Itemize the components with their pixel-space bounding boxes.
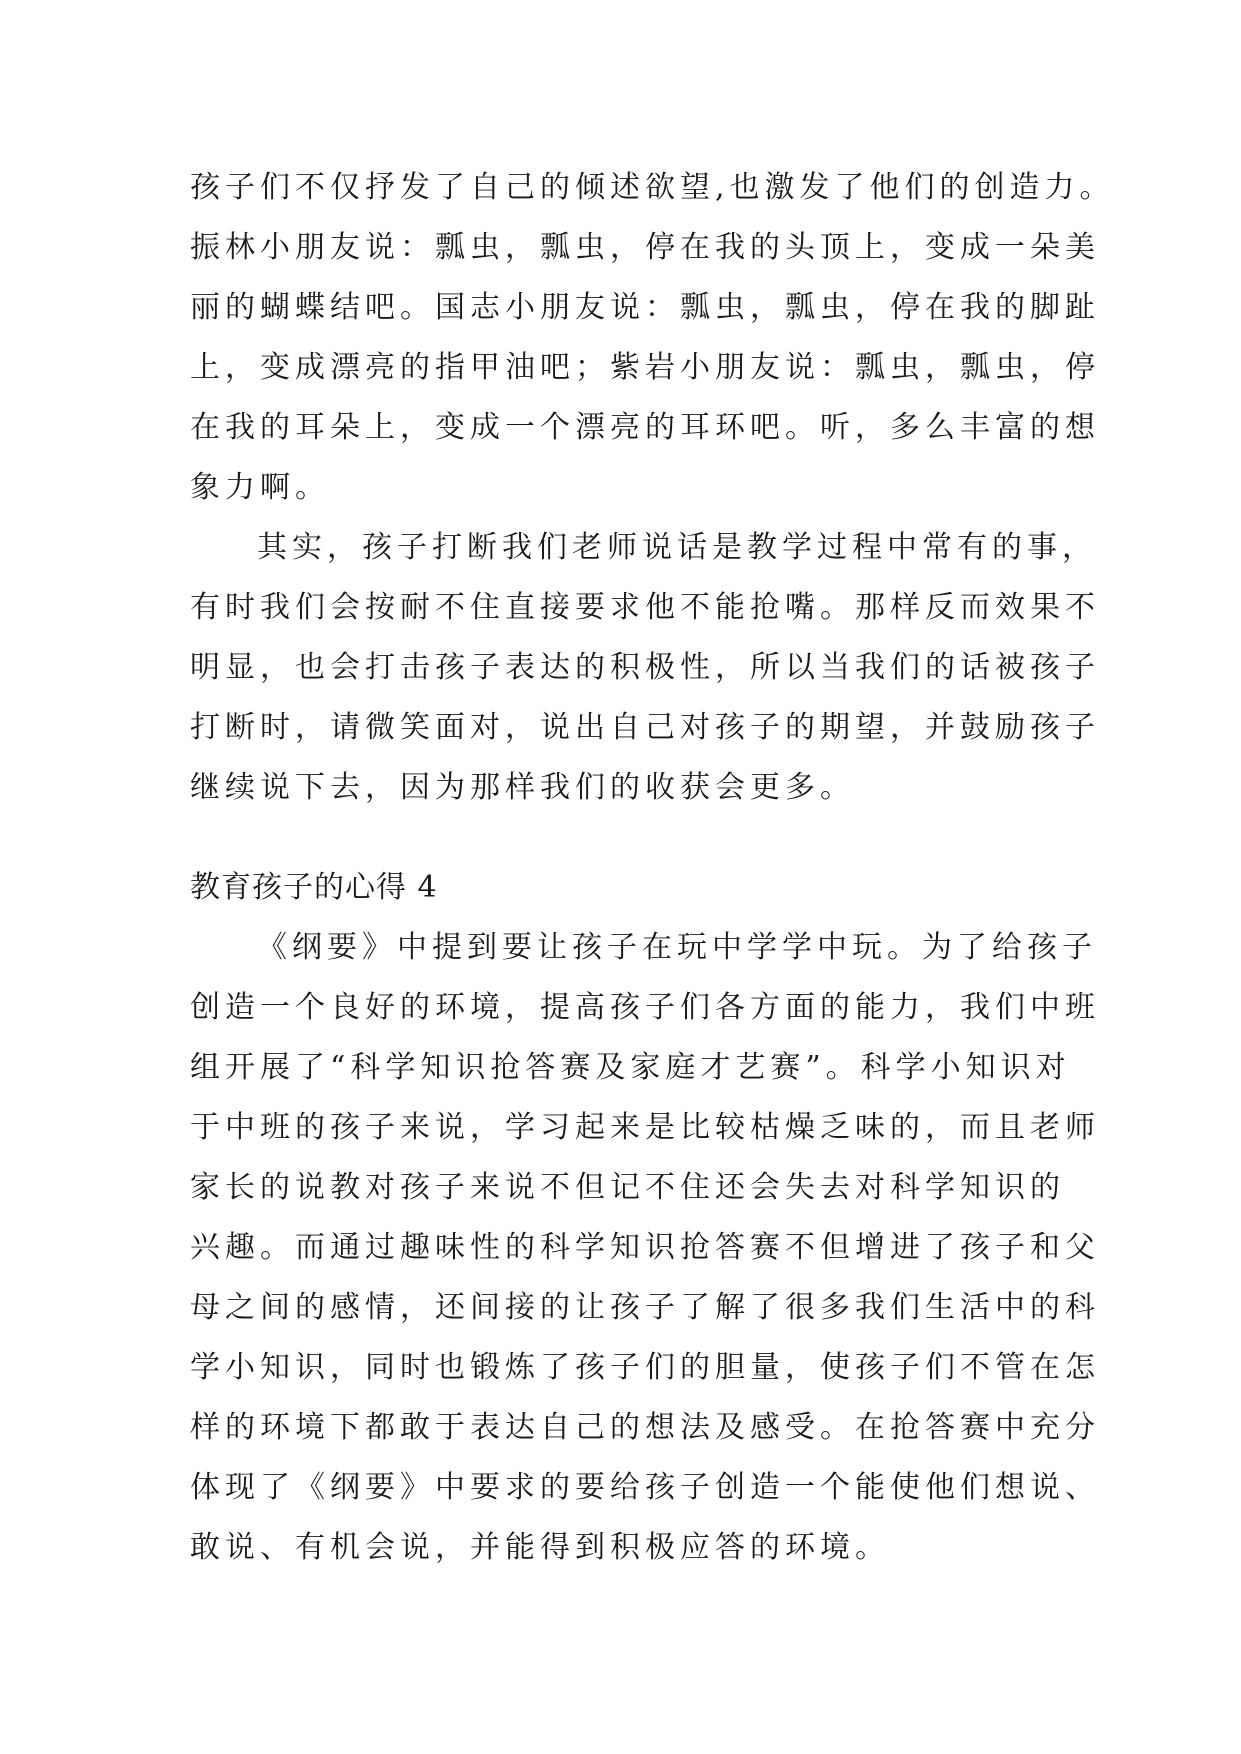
section-heading: 教育孩子的心得 4: [190, 870, 438, 905]
text-line: 样的环境下都敢于表达自己的想法及感受。在抢答赛中充分: [190, 1410, 1100, 1445]
text-line: 创造一个良好的环境，提高孩子们各方面的能力，我们中班: [190, 990, 1100, 1025]
text-line: 兴趣。而通过趣味性的科学知识抢答赛不但增进了孩子和父: [190, 1230, 1100, 1265]
text-line: 在我的耳朵上，变成一个漂亮的耳环吧。听，多么丰富的想: [190, 410, 1100, 445]
text-line: 丽的蝴蝶结吧。国志小朋友说：瓢虫，瓢虫，停在我的脚趾: [190, 290, 1100, 325]
text-line: 继续说下去，因为那样我们的收获会更多。: [190, 770, 855, 805]
text-line: 于中班的孩子来说，学习起来是比较枯燥乏味的，而且老师: [190, 1110, 1100, 1145]
text-line: 家长的说教对孩子来说不但记不住还会失去对科学知识的: [190, 1170, 1065, 1205]
text-line: 振林小朋友说：瓢虫，瓢虫，停在我的头顶上，变成一朵美: [190, 230, 1100, 265]
text-line: 明显，也会打击孩子表达的积极性，所以当我们的话被孩子: [190, 650, 1100, 685]
text-line: 《纲要》中提到要让孩子在玩中学学中玩。为了给孩子: [257, 930, 1097, 965]
text-line: 打断时，请微笑面对，说出自己对孩子的期望，并鼓励孩子: [190, 710, 1100, 745]
text-line: 有时我们会按耐不住直接要求他不能抢嘴。那样反而效果不: [190, 590, 1100, 625]
text-line: 其实，孩子打断我们老师说话是教学过程中常有的事，: [257, 530, 1097, 565]
text-line: 孩子们不仅抒发了自己的倾述欲望,也激发了他们的创造力。: [190, 170, 1115, 205]
text-line: 组开展了“科学知识抢答赛及家庭才艺赛”。科学小知识对: [190, 1050, 1071, 1085]
text-line: 母之间的感情，还间接的让孩子了解了很多我们生活中的科: [190, 1290, 1100, 1325]
text-line: 象力啊。: [190, 470, 330, 505]
text-line: 敢说、有机会说，并能得到积极应答的环境。: [190, 1530, 890, 1565]
text-line: 体现了《纲要》中要求的要给孩子创造一个能使他们想说、: [190, 1470, 1100, 1505]
text-line: 学小知识，同时也锻炼了孩子们的胆量，使孩子们不管在怎: [190, 1350, 1100, 1385]
text-line: 上，变成漂亮的指甲油吧；紫岩小朋友说：瓢虫，瓢虫，停: [190, 350, 1100, 385]
